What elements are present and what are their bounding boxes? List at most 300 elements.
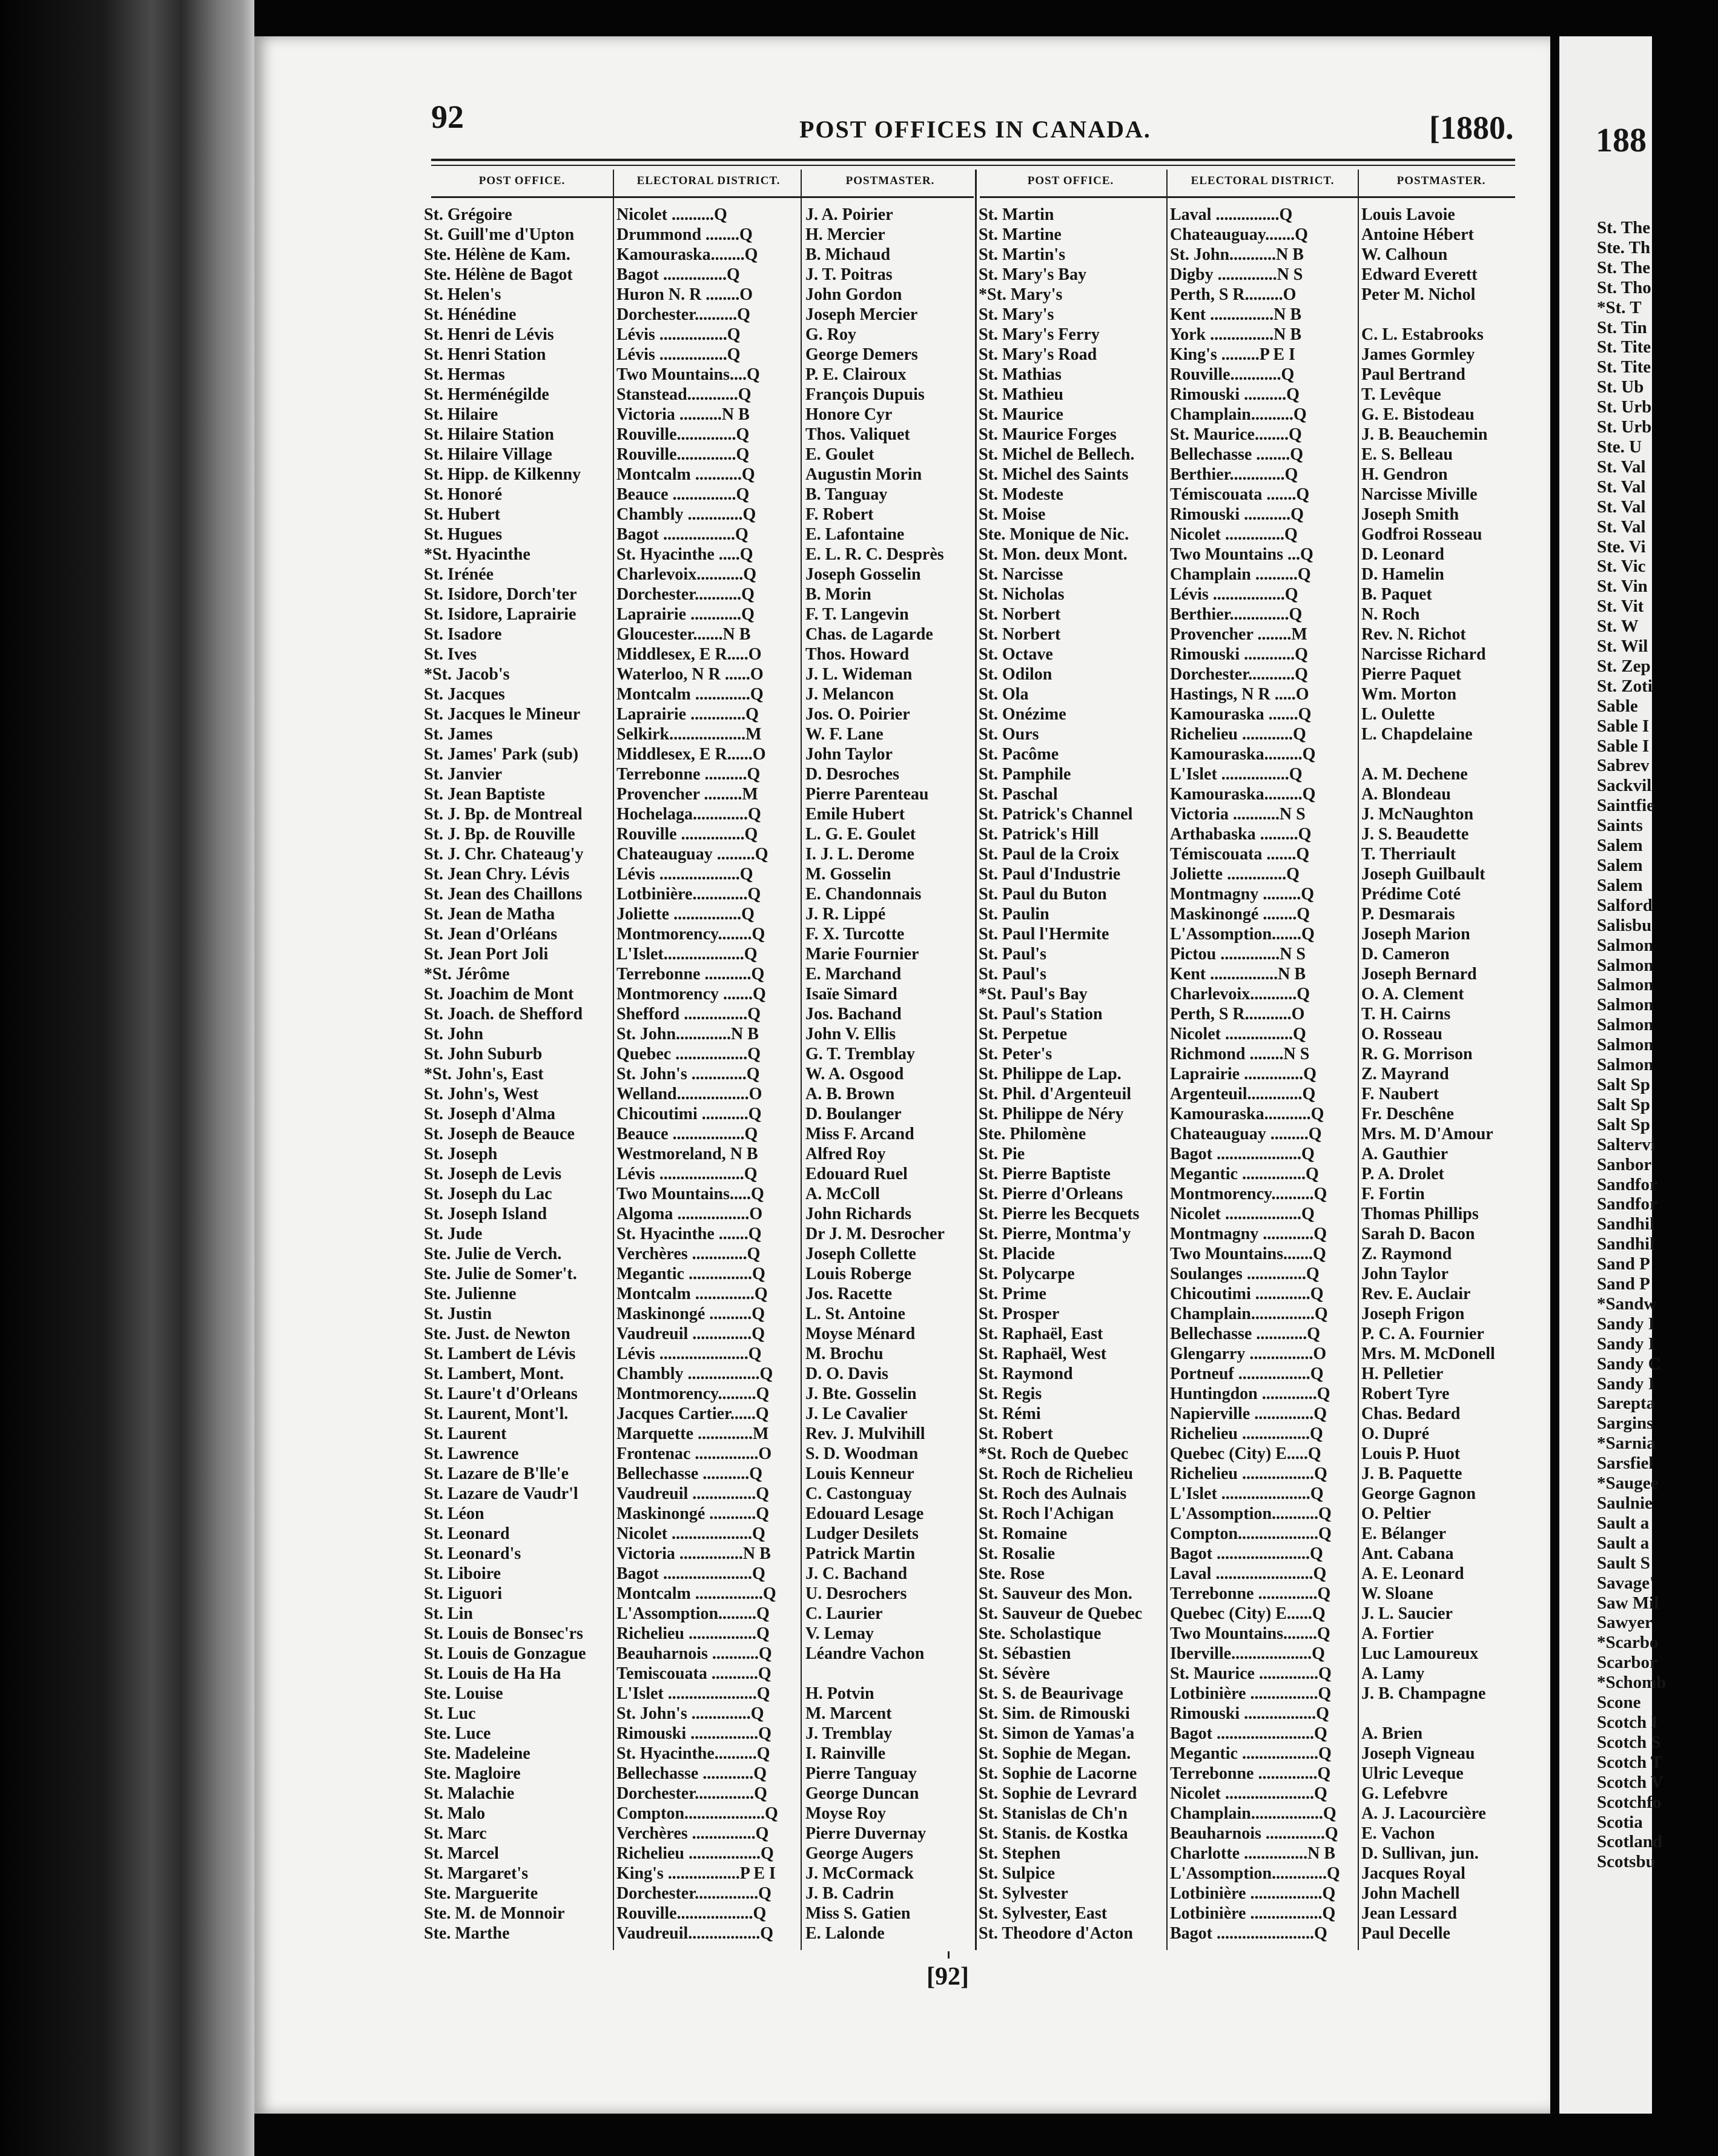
postmaster-entry: Thos. Howard [805, 645, 910, 664]
post-office-entry: Ste. Hélène de Kam. [424, 245, 570, 264]
post-office-entry: St. Joachim de Mont [424, 985, 574, 1004]
postmaster-entry: A. McColl [805, 1185, 880, 1203]
post-office-entry: St. Joseph Island [424, 1205, 547, 1223]
district-entry: Richelieu ................Q [1170, 1424, 1323, 1443]
column-divider [1358, 170, 1359, 1950]
district-entry: Témiscouata .......Q [1170, 485, 1310, 504]
postmaster-entry: Dr J. M. Desrocher [805, 1225, 945, 1243]
district-entry: Kent ................N B [1170, 965, 1306, 984]
postmaster-entry: O. Rosseau [1361, 1025, 1442, 1043]
post-office-entry: St. Norbert [979, 625, 1061, 644]
next-page-entry: St. Vit [1597, 597, 1644, 617]
next-page-entry: Scotch T [1597, 1752, 1663, 1772]
district-entry: Montcalm ..............Q [616, 1285, 768, 1303]
next-page-entry: Scotch V [1597, 1772, 1663, 1792]
postmaster-entry: F. T. Langevin [805, 605, 909, 624]
next-page-entry: Sand P [1597, 1254, 1650, 1274]
post-office-entry: St. Grégoire [424, 205, 512, 224]
post-office-entry: St. Jacques le Mineur [424, 705, 581, 724]
postmaster-entry: E. Chandonnais [805, 885, 922, 904]
next-page-entry: Sargins [1597, 1414, 1654, 1433]
district-entry: Arthabaska .........Q [1170, 825, 1312, 844]
next-page-entry: *Scarbo [1597, 1633, 1659, 1653]
district-entry: Kamouraska........Q [616, 245, 758, 264]
post-office-entry: St. Philippe de Néry [979, 1105, 1124, 1123]
district-entry: Dorchester...........Q [616, 585, 755, 604]
district-entry: Témiscouata .......Q [1170, 845, 1310, 864]
left-district-column [616, 205, 798, 1943]
district-entry: L'Assomption.......Q [1170, 925, 1315, 944]
post-office-entry: St. Sylvester [979, 1884, 1068, 1903]
district-entry: Lotbinière .................Q [1170, 1904, 1336, 1923]
postmaster-entry: Jos. Bachand [805, 1005, 902, 1023]
district-entry: Vaudreuil ..............Q [616, 1324, 765, 1343]
postmaster-entry: Narcisse Richard [1361, 645, 1486, 664]
post-office-entry: St. Hilaire Village [424, 445, 552, 464]
district-entry: King's .................P E I [616, 1864, 776, 1883]
district-entry: Montcalm ...........Q [616, 465, 755, 484]
post-office-entry: St. Mary's Road [979, 345, 1097, 364]
post-office-entry: St. Nicholas [979, 585, 1065, 604]
next-page-entry: Scotia [1597, 1812, 1643, 1832]
next-page-entry: St. Zep [1597, 656, 1651, 676]
next-page-entry: Sable [1597, 696, 1638, 716]
post-office-entry: Ste. Julienne [424, 1285, 517, 1303]
postmaster-entry: F. X. Turcotte [805, 925, 905, 944]
postmaster-entry: Joseph Collette [805, 1245, 916, 1263]
district-entry: St. John.............N B [616, 1025, 759, 1043]
next-page-entry: Sackvil [1597, 776, 1652, 796]
postmaster-entry: George Gagnon [1361, 1484, 1476, 1503]
postmaster-entry: W. Calhoun [1361, 245, 1448, 264]
district-entry: St. John's .............Q [616, 1065, 760, 1083]
postmaster-entry: T. H. Cairns [1361, 1005, 1451, 1023]
right-postmaster-column [1361, 205, 1537, 1943]
district-entry: Laval .......................Q [1170, 1564, 1327, 1583]
post-office-entry: St. Prime [979, 1285, 1046, 1303]
district-entry: Hastings, N R .....O [1170, 685, 1309, 704]
district-entry: Richmond ........N S [1170, 1045, 1310, 1063]
district-entry: Digby ..............N S [1170, 265, 1303, 284]
post-office-entry: St. Mathias [979, 365, 1062, 384]
postmaster-entry: P. C. A. Fournier [1361, 1324, 1484, 1343]
next-page-entry: St. Urb [1597, 417, 1652, 437]
post-office-entry: St. Pierre d'Orleans [979, 1185, 1123, 1203]
postmaster-entry: Edouard Lesage [805, 1504, 924, 1523]
post-office-entry: St. Sévère [979, 1664, 1050, 1683]
post-office-entry: St. Phil. d'Argenteuil [979, 1085, 1132, 1103]
district-entry: Nicolet ...................Q [616, 1524, 765, 1543]
postmaster-entry: F. Robert [805, 505, 874, 524]
postmaster-entry: D. Sullivan, jun. [1361, 1844, 1479, 1863]
post-office-entry: St. James' Park (sub) [424, 745, 579, 764]
postmaster-entry: Peter M. Nichol [1361, 285, 1476, 304]
post-office-entry: St. Ours [979, 725, 1039, 744]
post-office-entry: St. Simon de Yamas'a [979, 1724, 1135, 1743]
next-page-entry: Sandhil [1597, 1234, 1655, 1254]
postmaster-entry: Augustin Morin [805, 465, 922, 484]
district-entry: Bellechasse ...........Q [616, 1464, 763, 1483]
district-entry: Lévis ....................Q [616, 1165, 758, 1183]
postmaster-entry: C. Laurier [805, 1604, 883, 1623]
next-page-entry: Salmon [1597, 1035, 1654, 1055]
post-office-entry: St. Isadore [424, 625, 502, 644]
district-entry: Bagot .................Q [616, 525, 748, 544]
postmaster-entry: E. L. R. C. Desprès [805, 545, 944, 564]
district-entry: Welland.................O [616, 1085, 762, 1103]
post-office-entry: *St. John's, East [424, 1065, 544, 1083]
next-page-entry: Sandhil [1597, 1214, 1655, 1234]
header-rule-left [431, 196, 974, 198]
district-entry: Iberville...................Q [1170, 1644, 1325, 1663]
postmaster-entry: Paul Bertrand [1361, 365, 1465, 384]
post-office-entry: Ste. Louise [424, 1684, 503, 1703]
next-page-entry: Sable I [1597, 736, 1650, 756]
district-entry: Lotbinière ................Q [1170, 1684, 1332, 1703]
postmaster-entry: Pierre Parenteau [805, 785, 929, 804]
postmaster-entry: Thomas Phillips [1361, 1205, 1479, 1223]
post-office-entry: St. Ola [979, 685, 1029, 704]
header-rule-right [980, 196, 1515, 198]
post-office-entry: St. Hilaire Station [424, 425, 554, 444]
next-page-entry: St. Urb [1597, 397, 1652, 417]
next-page-entry: St. Tin [1597, 317, 1647, 337]
postmaster-entry: H. Mercier [805, 225, 885, 244]
post-office-entry: St. Octave [979, 645, 1053, 664]
post-office-entry: St. Lambert de Lévis [424, 1344, 576, 1363]
post-office-entry: St. Honoré [424, 485, 503, 504]
district-entry: Rouville............Q [1170, 365, 1295, 384]
postmaster-entry: H. Gendron [1361, 465, 1448, 484]
post-office-entry: St. Patrick's Hill [979, 825, 1099, 844]
next-page-entry: Sandfor [1597, 1174, 1657, 1194]
post-office-entry: St. Paul du Buton [979, 885, 1107, 904]
next-page-entry: Sawyer [1597, 1613, 1653, 1633]
district-entry: Rimouski ..........Q [1170, 385, 1300, 404]
post-office-entry: *St. Paul's Bay [979, 985, 1088, 1004]
district-entry: Lévis ...................Q [616, 865, 753, 884]
postmaster-entry: P. A. Drolet [1361, 1165, 1444, 1183]
post-office-entry: St. Jean Port Joli [424, 945, 549, 964]
next-page-entry: Scone [1597, 1693, 1641, 1713]
postmaster-entry: E. Lafontaine [805, 525, 905, 544]
postmaster-entry [1361, 744, 1537, 764]
postmaster-entry: Marie Fournier [805, 945, 919, 964]
district-entry: Napierville ..............Q [1170, 1404, 1327, 1423]
postmaster-entry: Rev. J. Mulvihill [805, 1424, 925, 1443]
district-entry: Bagot ...............Q [616, 265, 740, 284]
postmaster-entry: U. Desrochers [805, 1584, 907, 1603]
post-office-entry: St. Janvier [424, 765, 503, 784]
district-entry: L'Islet .....................Q [616, 1684, 770, 1703]
postmaster-entry: James Gormley [1361, 345, 1475, 364]
post-office-entry: Ste. M. de Monnoir [424, 1904, 565, 1923]
district-entry: Kamouraska.........Q [1170, 745, 1316, 764]
district-entry: Chambly .................Q [616, 1364, 773, 1383]
next-page-entry: Scotland [1597, 1832, 1662, 1852]
postmaster-entry: C. Castonguay [805, 1484, 912, 1503]
right-district-column [1170, 205, 1355, 1943]
post-office-entry: St. John [424, 1025, 484, 1043]
district-entry: Chicoutimi .............Q [1170, 1285, 1324, 1303]
next-page-entry: Sault a [1597, 1513, 1650, 1533]
postmaster-entry: Edward Everett [1361, 265, 1478, 284]
postmaster-entry: H. Pelletier [1361, 1364, 1444, 1383]
next-page-entry: St. Wil [1597, 637, 1648, 656]
post-office-entry: St. Roch l'Achigan [979, 1504, 1114, 1523]
postmaster-entry: A. Brien [1361, 1724, 1423, 1743]
postmaster-entry: G. E. Bistodeau [1361, 405, 1475, 424]
postmaster-entry: H. Potvin [805, 1684, 874, 1703]
district-entry: L'Islet .....................Q [1170, 1484, 1324, 1503]
next-page-entry: Sandy C [1597, 1354, 1661, 1374]
post-office-entry: St. Hénédine [424, 305, 517, 324]
postmaster-entry: M. Gosselin [805, 865, 891, 884]
district-entry: Richelieu .................Q [1170, 1464, 1327, 1483]
post-office-entry: St. Paul's Station [979, 1005, 1103, 1023]
next-page-entry: Salmon [1597, 975, 1654, 995]
post-office-entry: Ste. Philomène [979, 1125, 1086, 1143]
top-rule [431, 159, 1515, 166]
postmaster-entry: W. A. Osgood [805, 1065, 904, 1083]
district-entry: Bellechasse ............Q [616, 1764, 767, 1783]
post-office-entry: St. Perpetue [979, 1025, 1068, 1043]
post-office-entry: St. Pierre, Montma'y [979, 1225, 1131, 1243]
postmaster-entry: Ant. Cabana [1361, 1544, 1454, 1563]
district-entry: Lotbinière.............Q [616, 885, 761, 904]
post-office-entry: St. Roch de Richelieu [979, 1464, 1134, 1483]
post-office-entry: St. Joseph d'Alma [424, 1105, 556, 1123]
district-entry: Montmorency........Q [616, 925, 765, 944]
post-office-entry: St. Lazare de Vaudr'l [424, 1484, 578, 1503]
post-office-entry: St. Marc [424, 1824, 487, 1843]
post-office-entry: Ste. Marguerite [424, 1884, 538, 1903]
post-office-entry: St. Rosalie [979, 1544, 1055, 1563]
district-entry: Laprairie .............Q [616, 705, 759, 724]
district-entry: Champlain...............Q [1170, 1305, 1328, 1323]
post-office-entry: St. Hilaire [424, 405, 498, 424]
next-page-entry: Salmon [1597, 1055, 1654, 1075]
district-entry: Provencher .........M [616, 785, 758, 804]
district-entry: Chateauguay.......Q [1170, 225, 1308, 244]
next-page-entry: Salisbu [1597, 915, 1652, 935]
next-page-entry: St. The [1597, 218, 1651, 237]
postmaster-entry: François Dupuis [805, 385, 925, 404]
postmaster-entry: Louis Roberge [805, 1265, 911, 1283]
postmaster-entry: Paul Decelle [1361, 1924, 1450, 1943]
post-office-entry: St. Paul l'Hermite [979, 925, 1109, 944]
next-page-year: 188 [1596, 122, 1647, 159]
post-office-entry: St. Roch des Aulnais [979, 1484, 1127, 1503]
postmaster-entry: A. Fortier [1361, 1624, 1434, 1643]
district-entry: Compton...................Q [1170, 1524, 1332, 1543]
post-office-entry: St. Paul d'Industrie [979, 865, 1121, 884]
next-page-entry: Salt Sp [1597, 1074, 1650, 1094]
district-entry: St. John...........N B [1170, 245, 1304, 264]
post-office-entry: St. James [424, 725, 493, 744]
district-entry: Terrebonne ...........Q [616, 965, 765, 984]
post-office-entry: St. Rémi [979, 1404, 1041, 1423]
post-office-entry: St. S. de Beaurivage [979, 1684, 1123, 1703]
district-entry: Chateauguay .........Q [1170, 1125, 1322, 1143]
district-entry: Two Mountains........Q [1170, 1624, 1330, 1643]
post-office-entry: St. Martine [979, 225, 1062, 244]
postmaster-entry: Joseph Frigon [1361, 1305, 1465, 1323]
next-page-entry: St. Tite [1597, 337, 1651, 357]
post-office-entry: St. Joseph [424, 1145, 498, 1163]
postmaster-entry [805, 1664, 973, 1684]
district-entry: Megantic ...............Q [1170, 1165, 1319, 1183]
postmaster-entry: J. Melancon [805, 685, 894, 704]
district-entry: Kamouraska...........Q [1170, 1105, 1324, 1123]
postmaster-entry: George Augers [805, 1844, 914, 1863]
district-entry: Algoma .................O [616, 1205, 763, 1223]
postmaster-entry: D. Cameron [1361, 945, 1450, 964]
district-entry: Beauharnois ..............Q [1170, 1824, 1338, 1843]
district-entry: King's .........P E I [1170, 345, 1295, 364]
post-office-entry: St. Jean des Chaillons [424, 885, 583, 904]
postmaster-entry: Rev. N. Richot [1361, 625, 1466, 644]
post-office-entry: Ste. Hélène de Bagot [424, 265, 573, 284]
next-page-entry: St. The [1597, 257, 1651, 277]
postmaster-entry: Narcisse Miville [1361, 485, 1478, 504]
district-entry: Vaudreuil ...............Q [616, 1484, 770, 1503]
post-office-entry: St. J. Bp. de Rouville [424, 825, 575, 844]
postmaster-entry: Chas. de Lagarde [805, 625, 933, 644]
postmaster-entry [1361, 1704, 1537, 1724]
post-office-entry: St. Jean Chry. Lévis [424, 865, 570, 884]
district-entry: Nicolet ..................Q [1170, 1205, 1315, 1223]
post-office-entry: St. Louis de Gonzague [424, 1644, 586, 1663]
post-office-entry: Ste. Rose [979, 1564, 1045, 1583]
post-office-entry: St. Paul's [979, 945, 1047, 964]
next-page-entry: Salmon [1597, 995, 1654, 1015]
postmaster-entry: B. Paquet [1361, 585, 1432, 604]
post-office-entry: St. Jacques [424, 685, 505, 704]
postmaster-entry: John Machell [1361, 1884, 1460, 1903]
district-entry: Rimouski ...........Q [1170, 505, 1304, 524]
post-office-entry: St. Jude [424, 1225, 483, 1243]
post-office-entry: St. Michel de Bellech. [979, 445, 1135, 464]
next-page-entry: Sandy I [1597, 1334, 1655, 1354]
district-entry: Kamouraska.........Q [1170, 785, 1316, 804]
post-office-entry: St. Hugues [424, 525, 503, 544]
postmaster-entry: A. B. Brown [805, 1085, 895, 1103]
post-office-entry: St. Modeste [979, 485, 1063, 504]
district-entry: Compton...................Q [616, 1804, 778, 1823]
postmaster-entry: F. Naubert [1361, 1085, 1439, 1103]
next-page-entry: Sabrev [1597, 756, 1650, 776]
postmaster-entry: D. Boulanger [805, 1105, 902, 1123]
district-entry: Huron N. R ........O [616, 285, 753, 304]
post-office-entry: St. Mary's Ferry [979, 325, 1100, 344]
postmaster-entry: Prédime Coté [1361, 885, 1461, 904]
header-district-left: ELECTORAL DISTRICT. [636, 174, 781, 187]
district-entry: Champlain..........Q [1170, 405, 1307, 424]
postmaster-entry: Mrs. M. McDonell [1361, 1344, 1495, 1363]
district-entry: York ...............N B [1170, 325, 1302, 344]
post-office-entry: St. Michel des Saints [979, 465, 1129, 484]
district-entry: Bagot .......................Q [1170, 1724, 1327, 1743]
district-entry: Maskinongé ..........Q [616, 1305, 765, 1323]
next-page-entry: Saw Mil [1597, 1593, 1659, 1613]
post-office-entry: *St. Mary's [979, 285, 1063, 304]
postmaster-entry: Antoine Hébert [1361, 225, 1474, 244]
district-entry: Westmoreland, N B [616, 1145, 758, 1163]
post-office-entry: St. Mon. deux Mont. [979, 545, 1128, 564]
district-entry: Dorchester..........Q [616, 305, 750, 324]
post-office-entry: St. Raphaël, West [979, 1344, 1107, 1363]
postmaster-entry: A. J. Lacourcière [1361, 1804, 1486, 1823]
district-entry: Joliette ..............Q [1170, 865, 1300, 884]
postmaster-entry: Chas. Bedard [1361, 1404, 1461, 1423]
postmaster-entry: Jacques Royal [1361, 1864, 1465, 1883]
post-office-entry: St. Polycarpe [979, 1265, 1075, 1283]
post-office-entry: St. Sauveur des Mon. [979, 1584, 1132, 1603]
post-office-entry: St. Prosper [979, 1305, 1060, 1323]
book-spine [0, 0, 254, 2156]
post-office-entry: St. Liguori [424, 1584, 503, 1603]
postmaster-entry: Thos. Valiquet [805, 425, 910, 444]
next-page-entry: Ste. U [1597, 437, 1642, 457]
district-entry: Rouville ...............Q [616, 825, 758, 844]
postmaster-entry: A. Lamy [1361, 1664, 1425, 1683]
post-office-entry: St. Onézime [979, 705, 1066, 724]
post-office-entry: St. Margaret's [424, 1864, 529, 1883]
district-entry: Dorchester...............Q [616, 1884, 771, 1903]
district-entry: Verchères ...............Q [616, 1824, 769, 1843]
postmaster-entry: D. Leonard [1361, 545, 1444, 564]
footer-rule [948, 1951, 950, 1959]
postmaster-entry: J. B. Cadrin [805, 1884, 894, 1903]
post-office-entry: Ste. Marthe [424, 1924, 510, 1943]
left-postmaster-column [805, 205, 973, 1943]
post-office-entry: St. Regis [979, 1384, 1042, 1403]
post-office-entry: St. Mathieu [979, 385, 1063, 404]
post-office-entry: St. Malo [424, 1804, 486, 1823]
column-divider [613, 170, 614, 1950]
next-page-entry: Scotsbu [1597, 1852, 1656, 1872]
district-entry: St. Maurice........Q [1170, 425, 1302, 444]
postmaster-entry: Z. Raymond [1361, 1245, 1452, 1263]
postmaster-entry: C. L. Estabrooks [1361, 325, 1484, 344]
post-office-entry: St. Jean Baptiste [424, 785, 545, 804]
next-page-entry: Salmon [1597, 955, 1654, 975]
district-entry: L'Assomption...........Q [1170, 1504, 1332, 1523]
district-entry: Lévis ................Q [616, 345, 741, 364]
next-page-entry: Salem [1597, 856, 1643, 875]
postmaster-entry: D. Hamelin [1361, 565, 1444, 584]
next-page-entry: St. Ub [1597, 377, 1644, 397]
next-page-strip [1559, 36, 1667, 2114]
district-entry: Quebec .................Q [616, 1045, 761, 1063]
post-office-entry: St. John's, West [424, 1085, 539, 1103]
district-entry: Bagot ......................Q [1170, 1544, 1323, 1563]
district-entry: Huntingdon .............Q [1170, 1384, 1330, 1403]
postmaster-entry: A. Blondeau [1361, 785, 1451, 804]
postmaster-entry: J. L. Saucier [1361, 1604, 1453, 1623]
district-entry: Verchères .............Q [616, 1245, 761, 1263]
district-entry: Selkirk..................M [616, 725, 762, 744]
page-number: 92 [431, 99, 464, 135]
post-office-entry: Ste. Scholastique [979, 1624, 1102, 1643]
district-entry: Portneuf .................Q [1170, 1364, 1324, 1383]
postmaster-entry: D. O. Davis [805, 1364, 888, 1383]
district-entry: Maskinongé ...........Q [616, 1504, 770, 1523]
postmaster-entry: L. Chapdelaine [1361, 725, 1473, 744]
post-office-entry: St. Raymond [979, 1364, 1073, 1383]
post-office-entry: St. Jean de Matha [424, 905, 555, 924]
